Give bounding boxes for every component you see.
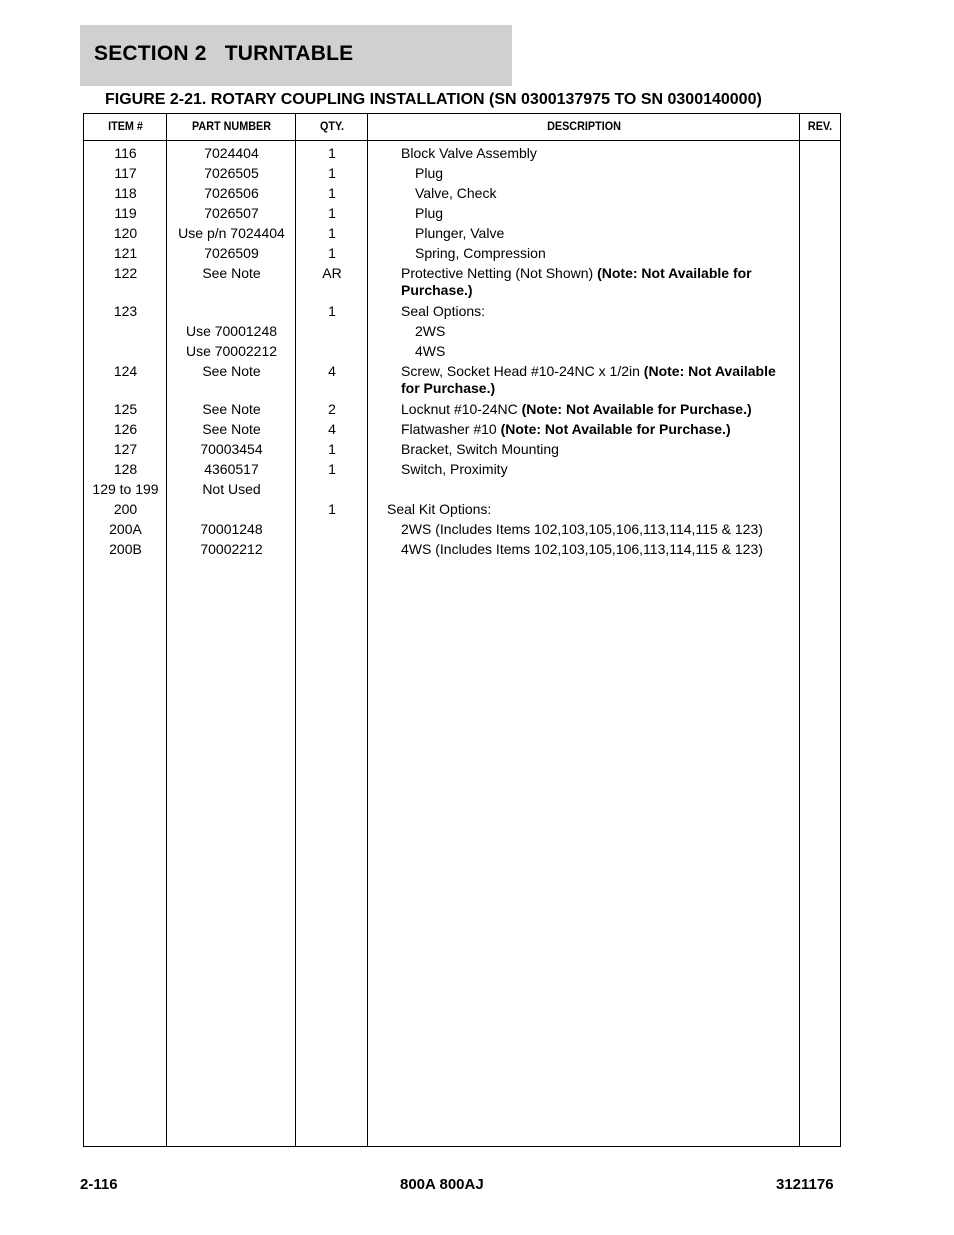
part-number: 7024404 <box>204 145 259 161</box>
description <box>415 165 786 182</box>
part-number: Not Used <box>202 481 261 497</box>
quantity: 1 <box>328 185 336 201</box>
document-number: 3121176 <box>776 1176 834 1193</box>
part-number: See Note <box>202 363 261 379</box>
quantity: 1 <box>328 441 336 457</box>
column-header-qty: QTY. <box>319 119 344 133</box>
quantity: 2 <box>328 401 336 417</box>
part-number: See Note <box>202 265 261 281</box>
part-number: 7026505 <box>204 165 259 181</box>
part-number: Use 70002212 <box>185 343 278 359</box>
item-number: 120 <box>113 225 138 241</box>
quantity: 1 <box>328 245 336 261</box>
description-text: Protective Netting (Not Shown) <box>401 265 598 281</box>
description <box>415 225 786 242</box>
table-row <box>84 265 840 303</box>
description-text: 4WS (Includes Items 102,103,105,106,113,114,115 & 123) <box>401 541 763 557</box>
description <box>415 323 786 340</box>
description <box>401 441 786 458</box>
description-text: 4WS <box>415 343 446 359</box>
section-title: SECTION 2 TURNTABLE <box>94 42 354 65</box>
item-number: 127 <box>113 441 138 457</box>
table-row <box>84 245 840 265</box>
column-header-part-number: PART NUMBER <box>191 119 272 133</box>
item-number: 128 <box>113 461 138 477</box>
description <box>401 265 786 299</box>
quantity: AR <box>322 265 342 281</box>
part-number: 70001248 <box>200 521 263 537</box>
part-number: 70003454 <box>200 441 263 457</box>
table-row <box>84 205 840 225</box>
figure-title: FIGURE 2-21. ROTARY COUPLING INSTALLATION (SN 0300137975 TO SN 0300140000) <box>105 91 762 108</box>
part-number: 4360517 <box>204 461 259 477</box>
description <box>415 185 786 202</box>
description-text: Plug <box>415 165 444 181</box>
parts-table <box>83 113 841 1147</box>
description-text: Valve, Check <box>415 185 497 201</box>
part-number: Use p/n 7024404 <box>178 225 285 241</box>
part-number: 7026509 <box>204 245 259 261</box>
description-text: Seal Kit Options: <box>387 501 492 517</box>
description-text: Flatwasher #10 <box>401 421 501 437</box>
description <box>401 401 786 418</box>
item-number: 116 <box>114 145 137 161</box>
table-row <box>84 185 840 205</box>
column-header-item: ITEM # <box>108 119 143 133</box>
table-row <box>84 421 840 441</box>
description <box>415 343 786 360</box>
table-row <box>84 323 840 343</box>
quantity: 1 <box>328 165 336 181</box>
description <box>387 501 786 518</box>
description-text: Plug <box>415 205 444 221</box>
table-row <box>84 521 840 541</box>
section-header <box>80 25 512 86</box>
quantity: 1 <box>328 225 336 241</box>
availability-note: (Note: Not Available for Purchase.) <box>401 265 752 298</box>
description <box>401 461 786 478</box>
description <box>401 363 786 397</box>
quantity: 1 <box>328 205 336 221</box>
table-row <box>84 363 840 401</box>
description-text: Seal Options: <box>401 303 486 319</box>
column-header-description: DESCRIPTION <box>547 119 621 133</box>
table-row <box>84 501 840 521</box>
description-text: Plunger, Valve <box>415 225 505 241</box>
table-row <box>84 225 840 245</box>
description <box>401 521 786 538</box>
part-number: See Note <box>202 421 261 437</box>
item-number: 200A <box>109 521 142 537</box>
part-number: Use 70001248 <box>185 323 278 339</box>
part-number: See Note <box>202 401 261 417</box>
description <box>415 245 786 262</box>
availability-note: (Note: Not Available for Purchase.) <box>500 421 731 437</box>
item-number: 123 <box>113 303 138 319</box>
table-row <box>84 343 840 363</box>
description-text: Block Valve Assembly <box>401 145 537 161</box>
column-header-rev: REV. <box>807 119 833 133</box>
description-text: 2WS <box>415 323 446 339</box>
quantity: 4 <box>328 363 336 379</box>
description-text: Spring, Compression <box>415 245 546 261</box>
description-text: 2WS (Includes Items 102,103,105,106,113,114,115 & 123) <box>401 521 763 537</box>
quantity: 1 <box>328 501 336 517</box>
item-number: 121 <box>113 245 138 261</box>
table-row <box>84 165 840 185</box>
table-row <box>84 461 840 481</box>
quantity: 1 <box>328 303 336 319</box>
item-number: 117 <box>114 165 137 181</box>
quantity: 4 <box>328 421 336 437</box>
description <box>415 205 786 222</box>
quantity: 1 <box>328 145 336 161</box>
item-number: 125 <box>113 401 138 417</box>
description <box>401 421 786 438</box>
description-text: Switch, Proximity <box>401 461 508 477</box>
model-name: 800A 800AJ <box>400 1176 484 1193</box>
item-number: 129 to 199 <box>92 481 159 497</box>
description <box>401 303 786 320</box>
table-body <box>84 141 840 561</box>
table-row <box>84 401 840 421</box>
item-number: 118 <box>114 185 137 201</box>
quantity: 1 <box>328 461 336 477</box>
item-number: 126 <box>113 421 138 437</box>
description-text: Bracket, Switch Mounting <box>401 441 559 457</box>
description-text: Locknut #10-24NC <box>401 401 522 417</box>
table-row <box>84 441 840 461</box>
item-number: 122 <box>113 265 138 281</box>
description <box>401 541 786 558</box>
table-row <box>84 481 840 501</box>
part-number: 7026507 <box>204 205 259 221</box>
part-number: 70002212 <box>200 541 263 557</box>
description <box>401 145 786 162</box>
part-number: 7026506 <box>204 185 259 201</box>
item-number: 119 <box>114 205 137 221</box>
item-number: 124 <box>113 363 138 379</box>
description-text: Screw, Socket Head #10-24NC x 1/2in <box>401 363 644 379</box>
item-number: 200B <box>109 541 142 557</box>
page-number: 2-116 <box>80 1176 118 1193</box>
item-number: 200 <box>113 501 138 517</box>
table-row <box>84 303 840 323</box>
table-row <box>84 145 840 165</box>
availability-note: (Note: Not Available for Purchase.) <box>401 363 776 396</box>
availability-note: (Note: Not Available for Purchase.) <box>521 401 752 417</box>
table-row <box>84 541 840 561</box>
